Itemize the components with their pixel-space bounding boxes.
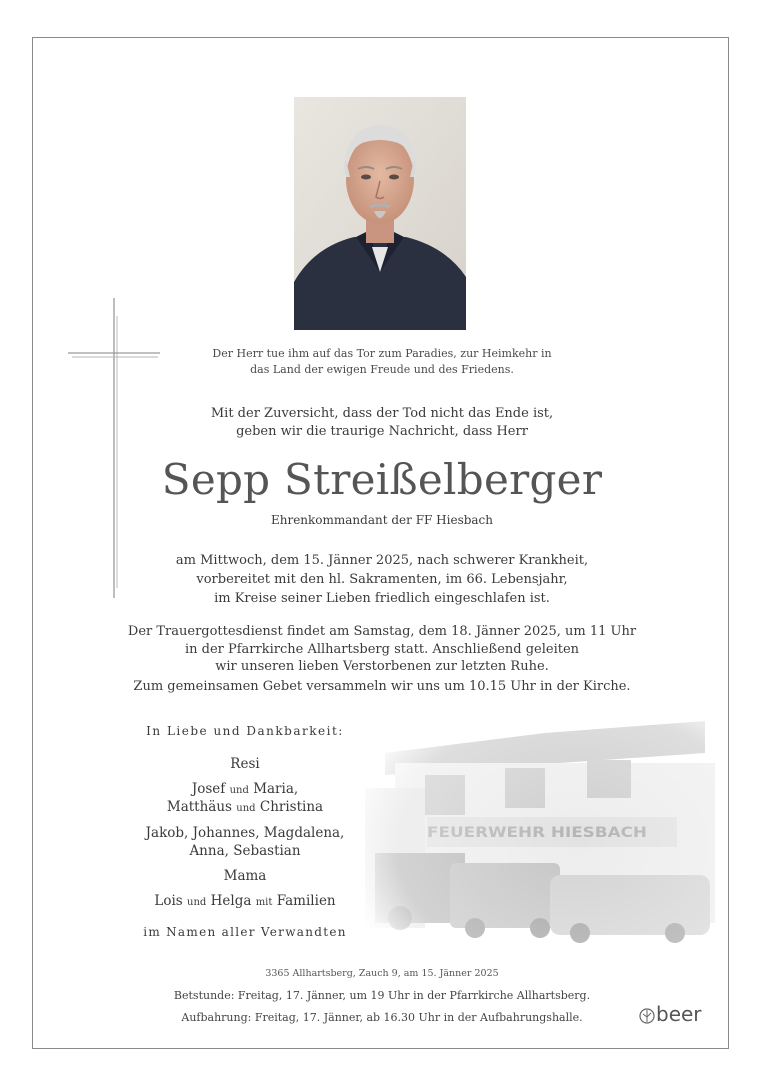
mourners-closing: im Namen aller Verwandten: [143, 925, 347, 939]
fire-station-image: [355, 693, 727, 968]
mourners-heading: In Liebe und Dankbarkeit:: [146, 724, 344, 738]
service-notice: Der Trauergottesdienst findet am Samstag, dem 18. Jänner 2025, um 11 Uhr in der Pfarrkirche Allhartsberg statt. Anschließend geleiten wir unseren lieben Verstorbenen zur letzten Ruhe.: [127, 624, 637, 674]
wake-notice: Betstunde: Freitag, 17. Jänner, um 19 Uhr in der Pfarrkirche Allhartsberg.: [173, 989, 591, 1002]
death-notice: am Mittwoch, dem 15. Jänner 2025, nach schwerer Krankheit, vorbereitet mit den hl. Sakramenten, im 66. Lebensjahr, im Kreise seiner Lieben friedlich eingeschlafen ist.: [175, 553, 589, 606]
prayer-notice: Zum gemeinsamen Gebet versammeln wir uns um 10.15 Uhr in der Kirche.: [133, 679, 631, 694]
mourner-siblings: Lois und Helga mit Familien: [154, 893, 336, 909]
deceased-name: Sepp Streißelberger: [161, 455, 603, 504]
mourner-wife: Resi: [230, 756, 260, 772]
deceased-role: Ehrenkommandant der FF Hiesbach: [270, 513, 494, 527]
bible-verse: Der Herr tue ihm auf das Tor zum Paradies, zur Heimkehr in das Land der ewigen Freude und des Friedens.: [212, 347, 552, 376]
mourner-mother: Mama: [223, 868, 267, 884]
beer-logo-text: beer: [656, 1002, 702, 1026]
mourner-grandchildren-1: Jakob, Johannes, Magdalena,: [145, 825, 345, 841]
place-date: 3365 Allhartsberg, Zauch 9, am 15. Jänner 2025: [265, 968, 499, 979]
mourner-children-2: Matthäus und Christina: [166, 799, 324, 815]
laying-out-notice: Aufbahrung: Freitag, 17. Jänner, ab 16.30 Uhr in der Aufbahrungshalle.: [181, 1011, 583, 1024]
intro-text: Mit der Zuversicht, dass der Tod nicht das Ende ist, geben wir die traurige Nachricht, dass Herr: [210, 406, 554, 439]
mourner-grandchildren-2: Anna, Sebastian: [189, 843, 301, 859]
portrait-photo: [294, 97, 466, 330]
mourner-children-1: Josef und Maria,: [191, 781, 299, 797]
